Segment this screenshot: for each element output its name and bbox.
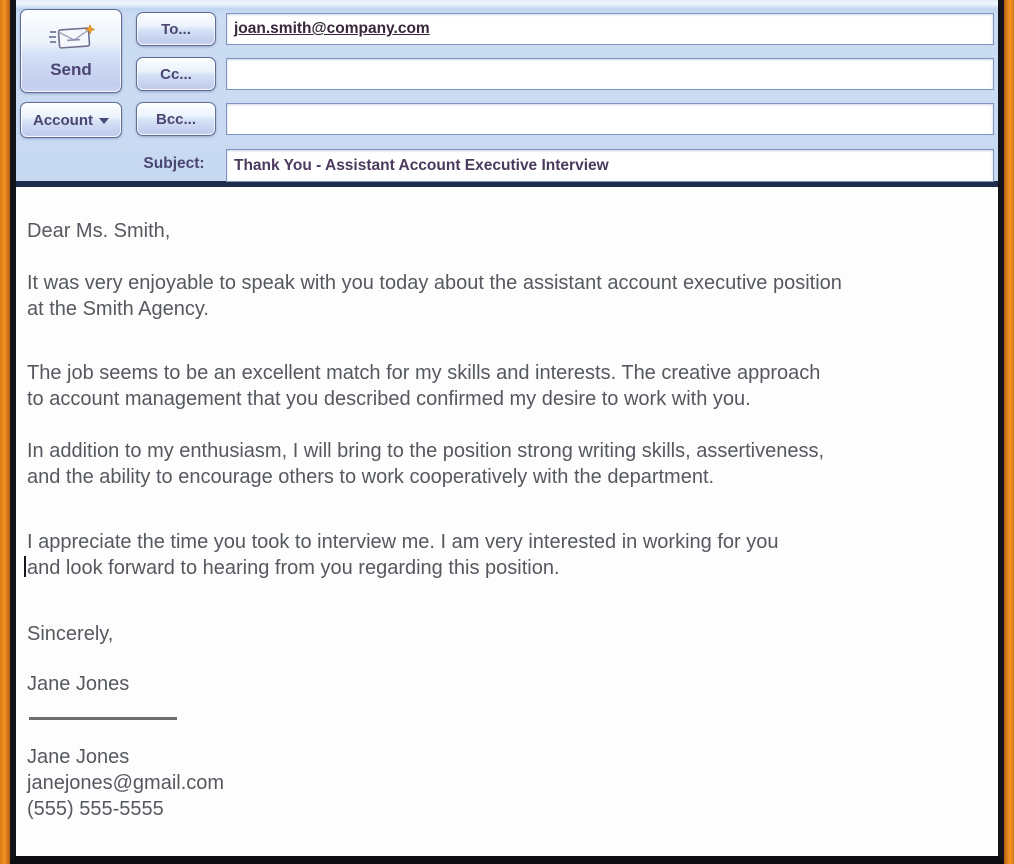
subject-field[interactable] (226, 149, 994, 182)
paragraph-4 (27, 529, 978, 581)
right-accent-bar (1004, 0, 1014, 864)
left-accent-bar (0, 0, 10, 864)
paragraph-4-line-2: and look forward to hearing from you regarding this position. (27, 557, 560, 579)
paragraph-3-line-2: and the ability to encourage others to work cooperatively with the department. (27, 466, 715, 488)
signature-divider (29, 717, 177, 720)
to-button-label: To... (161, 20, 191, 38)
cc-field[interactable] (226, 58, 994, 90)
to-recipient-address[interactable]: joan.smith@company.com (234, 20, 430, 37)
bcc-button-label: Bcc... (155, 110, 197, 128)
paragraph-2-line-2: to account management that you described confirmed my desire to work with you. (27, 388, 751, 410)
text-cursor (24, 556, 26, 577)
paragraph-3 (27, 438, 978, 490)
cc-button-label: Cc... (160, 65, 192, 83)
paragraph-3-line-1: In addition to my enthusiasm, I will bring to the position strong writing skills, assertiveness, (27, 440, 825, 462)
subject-label: Subject: (143, 155, 205, 172)
signature-name: Jane Jones (27, 746, 130, 768)
send-label: Send (50, 59, 92, 79)
paragraph-2 (27, 360, 978, 412)
send-button[interactable] (20, 9, 122, 93)
closing-line: Sincerely, (27, 623, 114, 645)
paragraph-4-line-1: I appreciate the time you took to interview me. I am very interested in working for you (27, 531, 779, 553)
paragraph-2-line-1: The job seems to be an excellent match for my skills and interests. The creative approach (27, 362, 821, 384)
message-body-editor[interactable] (16, 193, 998, 856)
signature-phone: (555) 555-5555 (27, 798, 164, 820)
signoff-name: Jane Jones (27, 673, 130, 695)
send-envelope-icon (47, 23, 95, 58)
compose-window-body (10, 0, 1004, 864)
account-dropdown-button[interactable] (20, 102, 122, 138)
to-button[interactable] (136, 12, 216, 46)
paragraph-1 (27, 270, 978, 322)
greeting-line: Dear Ms. Smith, (27, 220, 171, 242)
to-field[interactable] (226, 13, 994, 45)
account-label: Account (33, 111, 93, 129)
paragraph-1-line-2: at the Smith Agency. (27, 298, 209, 320)
compose-header (16, 0, 998, 187)
chevron-down-icon (99, 118, 109, 124)
paragraph-1-line-1: It was very enjoyable to speak with you today about the assistant account executive position (27, 272, 842, 294)
bcc-field[interactable] (226, 103, 994, 135)
signature-email: janejones@gmail.com (27, 772, 225, 794)
cc-button[interactable] (136, 57, 216, 91)
signature-block (27, 744, 978, 822)
bcc-button[interactable] (136, 102, 216, 136)
subject-value: Thank You - Assistant Account Executive Interview (234, 156, 609, 174)
